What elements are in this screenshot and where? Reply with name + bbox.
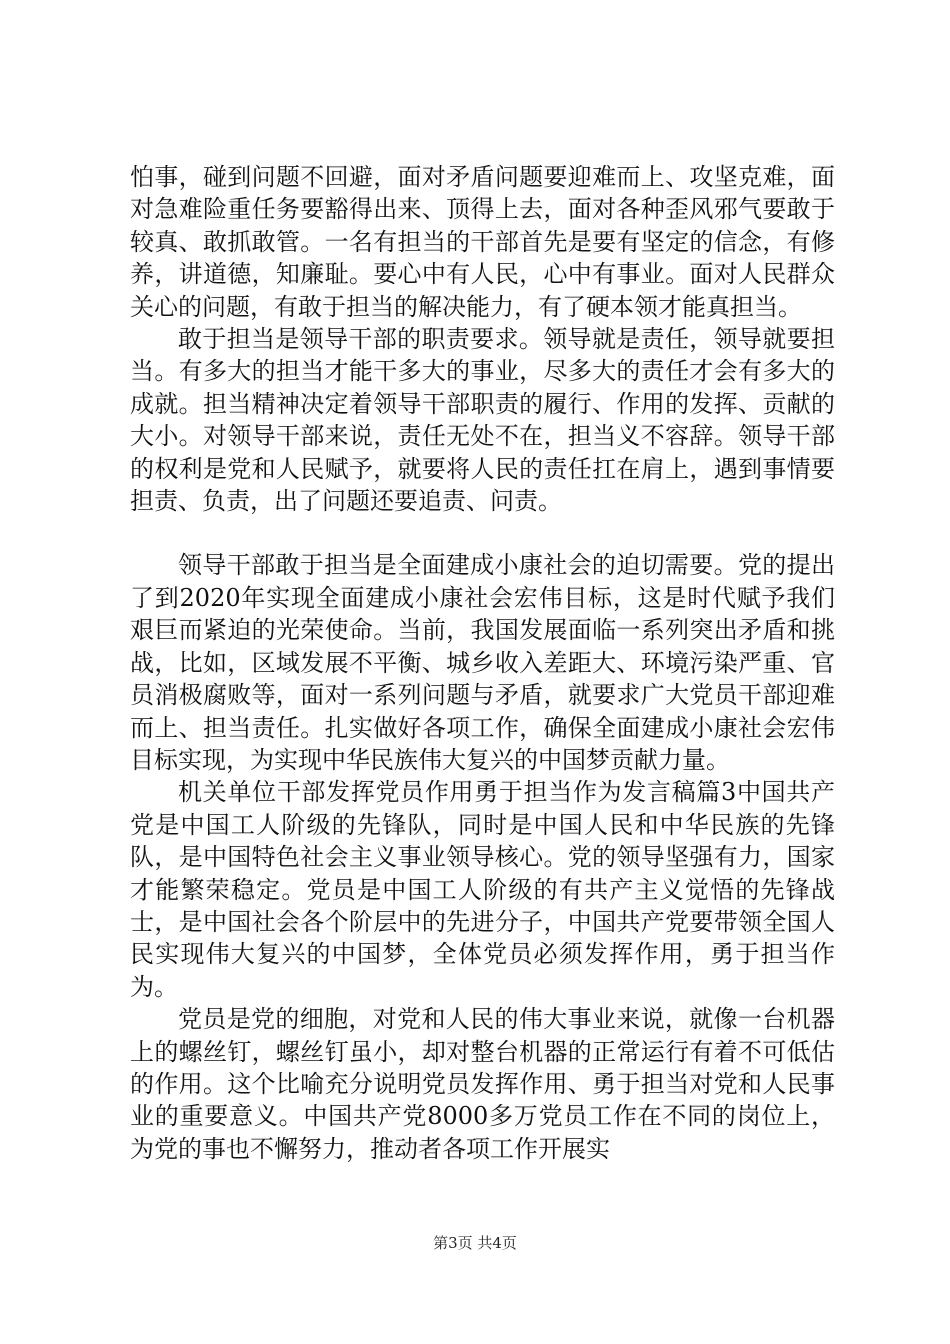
paragraph-continuation: 怕事，碰到问题不回避，面对矛盾问题要迎难而上、攻坚克难，面对急难险重任务要豁得出来、顶得上去，面对各种歪风邪气要敢于较真、敢抓敢管。一名有担当的干部首先是要有坚定的信念，有修养，讲道德，知廉耻。要心中有人民，心中有事业。面对人民群众关心的问题，有敢于担当的解决能力，有了硬本领才能真担当。 <box>130 163 835 321</box>
paragraph-duty: 敢于担当是领导干部的职责要求。领导就是责任，领导就要担当。有多大的担当才能干多大的事业，尽多大的责任才会有多大的成就。担当精神决定着领导干部职责的履行、作用的发挥、贡献的大小。对领导干部来说，责任无处不在，担当义不容辞。领导干部的权利是党和人民赋予，就要将人民的责任扛在肩上，遇到事情要担责、负责，出了问题还要追责、问责。 <box>130 325 835 516</box>
paragraph-cell: 党员是党的细胞，对党和人民的伟大事业来说，就像一台机器上的螺丝钉，螺丝钉虽小，却对整台机器的正常运行有着不可低估的作用。这个比喻充分说明党员发挥作用、勇于担当对党和人民事业的重要意义。中国共产党8000多万党员工作在不同的岗位上，为党的事也不懈努力，推动者各项工作开展实 <box>130 1005 835 1163</box>
paragraph-xiaokang: 领导干部敢于担当是全面建成小康社会的迫切需要。党的提出了到2020年实现全面建成小康社会宏伟目标，这是时代赋予我们艰巨而紧迫的光荣使命。当前，我国发展面临一系列突出矛盾和挑战，比如，区域发展不平衡、城乡收入差距大、环境污染严重、官员消极腐败等，面对一系列问题与矛盾，就要求广大党员干部迎难而上、担当责任。扎实做好各项工作，确保全面建成小康社会宏伟目标实现，为实现中华民族伟大复兴的中国梦贡献力量。 <box>130 551 835 774</box>
document-body <box>130 161 835 1165</box>
page-number-footer: 第3页 共4页 <box>433 1234 517 1252</box>
paragraph-speech-3: 机关单位干部发挥党员作用勇于担当作为发言稿篇3中国共产党是中国工人阶级的先锋队，同时是中国人民和中华民族的先锋队，是中国特色社会主义事业领导核心。党的领导坚强有力，国家才能繁荣稳定。党员是中国工人阶级的有共产主义觉悟的先锋战士，是中国社会各个阶层中的先进分子，中国共产党要带领全国人民实现伟大复兴的中国梦，全体党员必须发挥作用，勇于担当作为。 <box>130 778 835 1001</box>
